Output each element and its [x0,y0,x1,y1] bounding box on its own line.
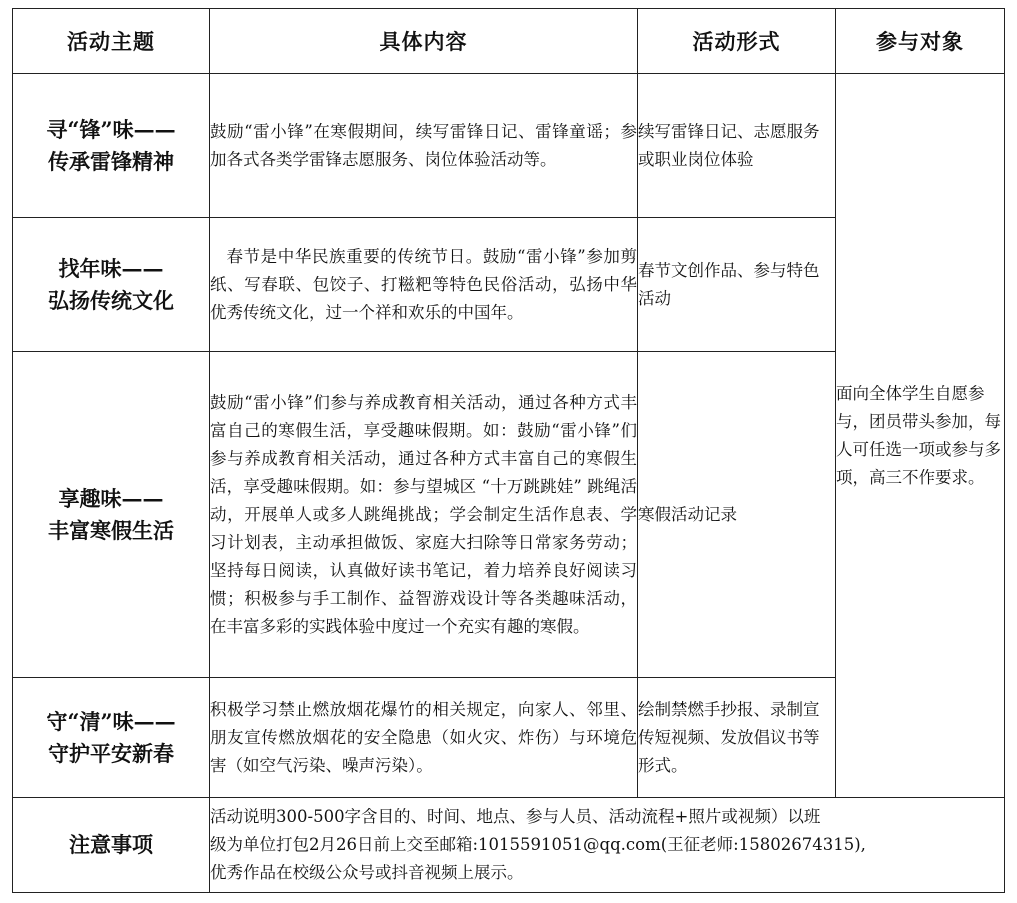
header-form: 活动形式 [638,9,836,74]
theme-line: 传承雷锋精神 [48,148,174,174]
table-row [13,74,1005,218]
header-content: 具体内容 [210,9,638,74]
notes-row [13,798,1005,893]
notes-line: 活动说明300-500字含目的、时间、地点、参与人员、活动流程+照片或视频）以班 [210,807,821,826]
form-cell: 续写雷锋日记、志愿服务或职业岗位体验 [638,74,836,218]
theme-line: 享趣味—— [58,485,164,511]
content-cell: 鼓励“雷小锋”们参与养成教育相关活动，通过各种方式丰富自己的寒假生活，享受趣味假期。如：鼓励“雷小锋”们参与养成教育相关活动，通过各种方式丰富自己的寒假生活，享受趣味假期。如：参与望城区 “十万跳跳娃” 跳绳活动，开展单人或多人跳绳挑战；学会制定生活作息表、学习计划表，主动承担做饭、家庭大扫除等日常家务劳动；坚持每日阅读，认真做好读书笔记，着力培养良好阅读习惯；积极参与手工制作、益智游戏设计等各类趣味活动，在丰富多彩的实践体验中度过一个充实有趣的寒假。 [210,352,638,678]
theme-line: 丰富寒假生活 [48,517,174,543]
content-cell: 积极学习禁止燃放烟花爆竹的相关规定，向家人、邻里、朋友宣传燃放烟花的安全隐患（如火灾、炸伤）与环境危害（如空气污染、噪声污染）。 [210,678,638,798]
form-cell: 绘制禁燃手抄报、录制宣传短视频、发放倡议书等形式。 [638,678,836,798]
notes-line: 优秀作品在校级公众号或抖音视频上展示。 [210,863,524,882]
notes-text [210,798,1005,893]
theme-line: 寻“锋”味—— [46,116,176,142]
form-cell: 春节文创作品、参与特色活动 [638,218,836,352]
theme-cell [13,678,210,798]
content-cell: 春节是中华民族重要的传统节日。鼓励“雷小锋”参加剪纸、写春联、包饺子、打糍粑等特色民俗活动，弘扬中华优秀传统文化，过一个祥和欢乐的中国年。 [210,218,638,352]
theme-line: 弘扬传统文化 [48,287,174,313]
theme-cell [13,218,210,352]
notes-line: 级为单位打包2月26日前上交至邮箱:1015591051@qq.com(王征老师:15802674315), [210,835,866,854]
theme-cell [13,74,210,218]
activity-table [12,8,1005,893]
theme-line: 守护平安新春 [48,740,174,766]
content-cell: 鼓励“雷小锋”在寒假期间，续写雷锋日记、雷锋童谣；参加各式各类学雷锋志愿服务、岗位体验活动等。 [210,74,638,218]
theme-cell [13,352,210,678]
theme-line: 守“清”味—— [46,708,176,734]
header-target: 参与对象 [836,9,1005,74]
notes-label: 注意事项 [13,798,210,893]
table-header-row [13,9,1005,74]
theme-line: 找年味—— [58,255,164,281]
target-cell: 面向全体学生自愿参与，团员带头参加，每人可任选一项或参与多项，高三不作要求。 [836,74,1005,798]
header-theme: 活动主题 [13,9,210,74]
form-cell: 寒假活动记录 [638,352,836,678]
